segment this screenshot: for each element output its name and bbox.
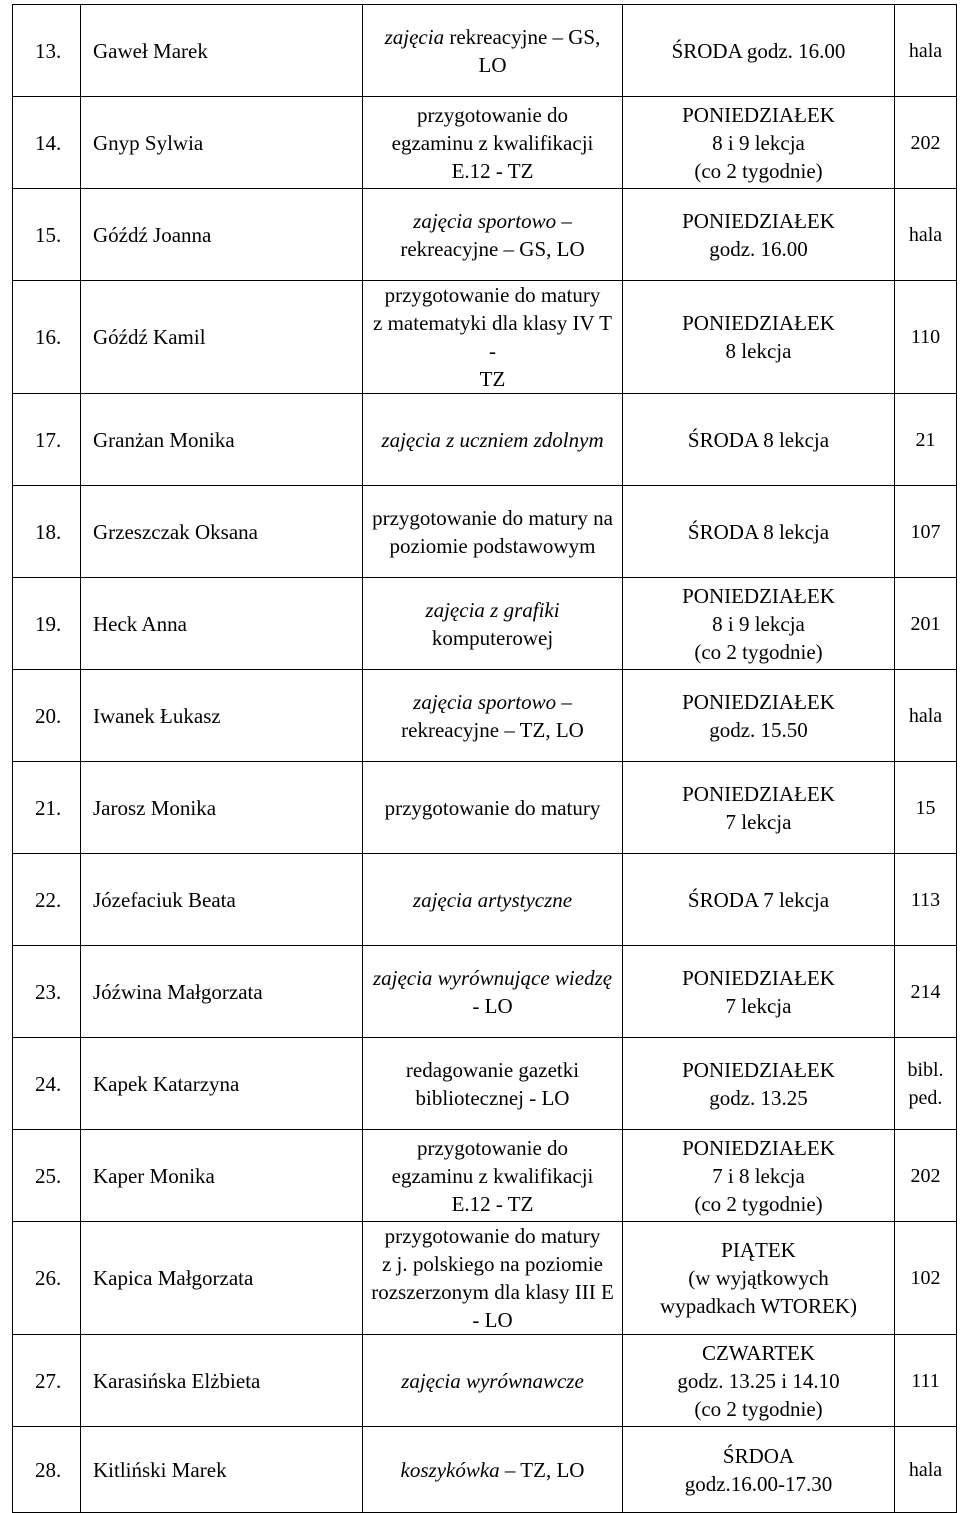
schedule-time <box>623 281 895 394</box>
table-row <box>13 1130 957 1222</box>
teacher-name: Grzeszczak Oksana <box>81 486 363 578</box>
schedule-time <box>623 1222 895 1335</box>
time-line: PONIEDZIAŁEK <box>682 583 835 608</box>
activity <box>363 97 623 189</box>
schedule-time: ŚRODA 8 lekcja <box>623 394 895 486</box>
schedule-time <box>623 578 895 670</box>
table-row <box>13 97 957 189</box>
room: hala <box>895 189 957 281</box>
time-line: godz. 13.25 i 14.10 <box>677 1368 840 1393</box>
room: hala <box>895 1427 957 1513</box>
activity-line: przygotowanie do matury <box>384 283 601 307</box>
activity <box>363 1130 623 1222</box>
activity-line: E.12 - TZ <box>451 158 534 183</box>
time-line: ŚRDOA <box>722 1443 795 1468</box>
time-line: PONIEDZIAŁEK <box>682 689 835 714</box>
activity-lead: zajęcia <box>384 24 445 49</box>
table-row <box>13 1038 957 1130</box>
table-row <box>13 762 957 854</box>
room: 107 <box>895 486 957 578</box>
room: 214 <box>895 946 957 1038</box>
room: 102 <box>895 1222 957 1335</box>
time-line: PONIEDZIAŁEK <box>682 102 835 127</box>
time-line: godz. 13.25 <box>709 1085 808 1110</box>
room: 113 <box>895 854 957 946</box>
row-number: 13. <box>13 5 81 97</box>
time-line: (co 2 tygodnie) <box>694 1191 823 1216</box>
schedule-time <box>623 1427 895 1513</box>
schedule-time <box>623 189 895 281</box>
row-number: 25. <box>13 1130 81 1222</box>
activity-line: TZ <box>479 367 506 391</box>
room: hala <box>895 670 957 762</box>
activity-line: przygotowanie do matury na <box>372 505 613 530</box>
time-line: 8 lekcja <box>725 339 792 363</box>
schedule-time: ŚRODA godz. 16.00 <box>623 5 895 97</box>
table-row <box>13 578 957 670</box>
room: 202 <box>895 97 957 189</box>
time-line: CZWARTEK <box>701 1340 816 1365</box>
teacher-name: Góźdź Kamil <box>81 281 363 394</box>
table-row <box>13 670 957 762</box>
time-line: (w wyjątkowych <box>688 1266 829 1290</box>
activity-line: zajęcia sportowo – <box>413 689 572 714</box>
time-line: PONIEDZIAŁEK <box>682 781 835 806</box>
activity-line: bibliotecznej - LO <box>415 1085 570 1110</box>
table-row <box>13 394 957 486</box>
row-number: 16. <box>13 281 81 394</box>
activity <box>363 1038 623 1130</box>
row-number: 24. <box>13 1038 81 1130</box>
room-line: ped. <box>908 1086 943 1109</box>
activity <box>363 946 623 1038</box>
time-line: 7 i 8 lekcja <box>712 1163 805 1188</box>
teacher-name: Gnyp Sylwia <box>81 97 363 189</box>
activity-line: komputerowej <box>431 625 554 650</box>
room <box>895 1038 957 1130</box>
time-line: PONIEDZIAŁEK <box>682 1135 835 1160</box>
time-line: PONIEDZIAŁEK <box>682 1057 835 1082</box>
activity-line: E.12 - TZ <box>451 1191 534 1216</box>
time-line: godz.16.00-17.30 <box>684 1471 833 1496</box>
activity-line: z matematyki dla klasy IV T - <box>373 311 612 363</box>
schedule-time: ŚRODA 7 lekcja <box>623 854 895 946</box>
row-number: 26. <box>13 1222 81 1335</box>
time-line: (co 2 tygodnie) <box>694 1396 823 1421</box>
time-line: godz. 16.00 <box>709 236 808 261</box>
schedule-time <box>623 762 895 854</box>
activity <box>363 578 623 670</box>
schedule-time <box>623 1130 895 1222</box>
activity-line: egzaminu z kwalifikacji <box>391 130 594 155</box>
teacher-name: Kapek Katarzyna <box>81 1038 363 1130</box>
activity <box>363 670 623 762</box>
teacher-name: Jarosz Monika <box>81 762 363 854</box>
row-number: 14. <box>13 97 81 189</box>
time-line: (co 2 tygodnie) <box>694 639 823 664</box>
table-row <box>13 1222 957 1335</box>
activity-line: - LO <box>472 993 513 1018</box>
activity-line: przygotowanie do <box>416 102 569 127</box>
table-row <box>13 1335 957 1427</box>
activity-line: redagowanie gazetki <box>405 1057 580 1082</box>
activity-line: rozszerzonym dla klasy III E <box>371 1280 614 1304</box>
schedule-time <box>623 97 895 189</box>
activity <box>363 281 623 394</box>
schedule-table <box>12 4 957 1513</box>
row-number: 15. <box>13 189 81 281</box>
teacher-name: Józefaciuk Beata <box>81 854 363 946</box>
activity-line: poziomie podstawowym <box>389 533 596 558</box>
teacher-name: Kaper Monika <box>81 1130 363 1222</box>
table-row <box>13 281 957 394</box>
schedule-time <box>623 946 895 1038</box>
time-line: 8 i 9 lekcja <box>712 130 805 155</box>
table-row <box>13 1427 957 1513</box>
room: 110 <box>895 281 957 394</box>
activity <box>363 1222 623 1335</box>
teacher-name: Góźdź Joanna <box>81 189 363 281</box>
activity <box>363 5 623 97</box>
teacher-name: Jóźwina Małgorzata <box>81 946 363 1038</box>
activity: przygotowanie do matury <box>363 762 623 854</box>
time-line: PONIEDZIAŁEK <box>682 311 835 335</box>
activity-line: rekreacyjne – TZ, LO <box>401 717 584 742</box>
activity-line: rekreacyjne – GS, LO <box>400 236 585 261</box>
schedule-time <box>623 670 895 762</box>
room: 201 <box>895 578 957 670</box>
room: 15 <box>895 762 957 854</box>
teacher-name: Granżan Monika <box>81 394 363 486</box>
time-line: wypadkach WTOREK) <box>660 1294 857 1318</box>
row-number: 28. <box>13 1427 81 1513</box>
teacher-name: Heck Anna <box>81 578 363 670</box>
schedule-time <box>623 1335 895 1427</box>
row-number: 20. <box>13 670 81 762</box>
teacher-name: Kapica Małgorzata <box>81 1222 363 1335</box>
activity-line: egzaminu z kwalifikacji <box>391 1163 594 1188</box>
schedule-time <box>623 1038 895 1130</box>
activity-line: przygotowanie do <box>416 1135 569 1160</box>
activity-rest: – TZ, LO <box>499 1457 585 1482</box>
activity-line: zajęcia sportowo – <box>413 208 572 233</box>
activity-rest: rekreacyjne – GS, LO <box>444 24 601 77</box>
activity: zajęcia z uczniem zdolnym <box>363 394 623 486</box>
activity-line: zajęcia z grafiki <box>425 597 560 622</box>
row-number: 27. <box>13 1335 81 1427</box>
time-line: 7 lekcja <box>725 809 792 834</box>
table-row <box>13 486 957 578</box>
room: hala <box>895 5 957 97</box>
time-line: 7 lekcja <box>725 993 792 1018</box>
activity-line: zajęcia wyrównujące wiedzę <box>372 965 613 990</box>
teacher-name: Iwanek Łukasz <box>81 670 363 762</box>
table-row <box>13 946 957 1038</box>
time-line: PONIEDZIAŁEK <box>682 965 835 990</box>
activity <box>363 189 623 281</box>
room: 21 <box>895 394 957 486</box>
activity-lead: koszykówka <box>400 1457 500 1482</box>
row-number: 19. <box>13 578 81 670</box>
row-number: 18. <box>13 486 81 578</box>
teacher-name: Kitliński Marek <box>81 1427 363 1513</box>
time-line: godz. 15.50 <box>709 717 808 742</box>
room: 202 <box>895 1130 957 1222</box>
activity-line: przygotowanie do matury <box>384 1224 601 1248</box>
activity: zajęcia wyrównawcze <box>363 1335 623 1427</box>
teacher-name: Karasińska Elżbieta <box>81 1335 363 1427</box>
activity: zajęcia artystyczne <box>363 854 623 946</box>
activity-line: z j. polskiego na poziomie <box>381 1252 604 1276</box>
table-row <box>13 5 957 97</box>
teacher-name: Gaweł Marek <box>81 5 363 97</box>
row-number: 17. <box>13 394 81 486</box>
activity <box>363 1427 623 1513</box>
table-row <box>13 854 957 946</box>
schedule-time: ŚRODA 8 lekcja <box>623 486 895 578</box>
room: 111 <box>895 1335 957 1427</box>
time-line: (co 2 tygodnie) <box>694 158 823 183</box>
row-number: 21. <box>13 762 81 854</box>
activity-line: - LO <box>472 1308 513 1332</box>
time-line: PIĄTEK <box>721 1238 796 1262</box>
table-row <box>13 189 957 281</box>
activity <box>363 486 623 578</box>
time-line: PONIEDZIAŁEK <box>682 208 835 233</box>
room-line: bibl. <box>907 1058 944 1081</box>
row-number: 23. <box>13 946 81 1038</box>
time-line: 8 i 9 lekcja <box>712 611 805 636</box>
row-number: 22. <box>13 854 81 946</box>
